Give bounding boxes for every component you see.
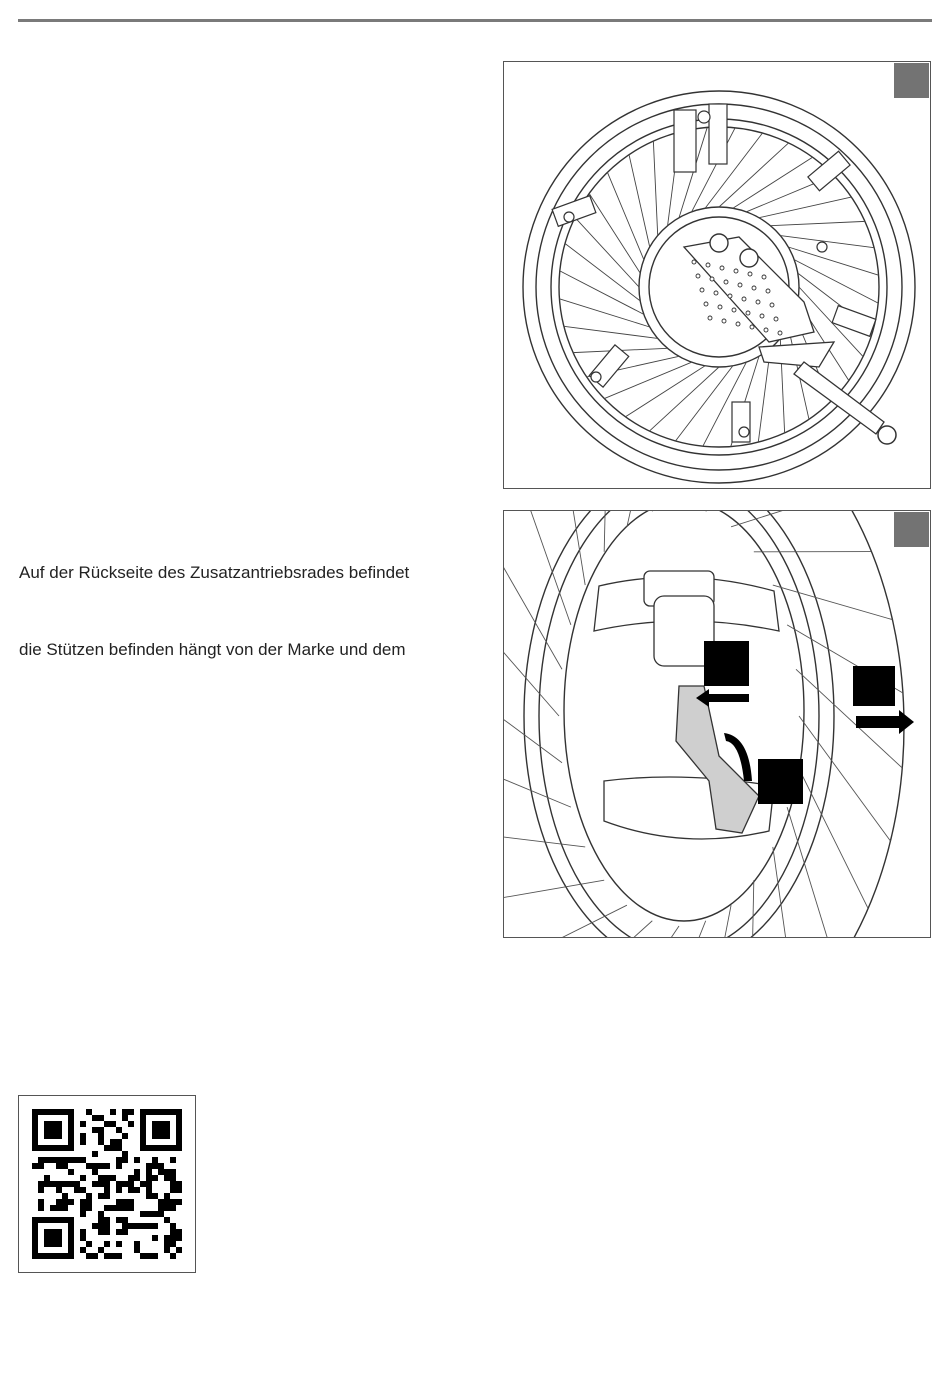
top-rule: [18, 19, 932, 22]
figure-support-detail: [503, 510, 931, 938]
wheel-rear-drawing: [504, 62, 930, 488]
figure-2-badge: [894, 512, 929, 547]
callout-box-1: [704, 641, 749, 686]
body-text-line-2: die Stützen befinden hängt von der Marke und dem: [19, 640, 406, 659]
support-detail-drawing: [504, 511, 930, 937]
callout-box-3: [853, 666, 895, 706]
callout-box-2: [758, 759, 803, 804]
figure-1-badge: [894, 63, 929, 98]
figure-wheel-rear-view: [503, 61, 931, 489]
arrow-right-icon: [856, 710, 914, 734]
body-text-line-1: Auf der Rückseite des Zusatzantriebsrades befindet: [19, 563, 410, 582]
qr-code-icon: [19, 1096, 195, 1272]
qr-code: [18, 1095, 196, 1273]
